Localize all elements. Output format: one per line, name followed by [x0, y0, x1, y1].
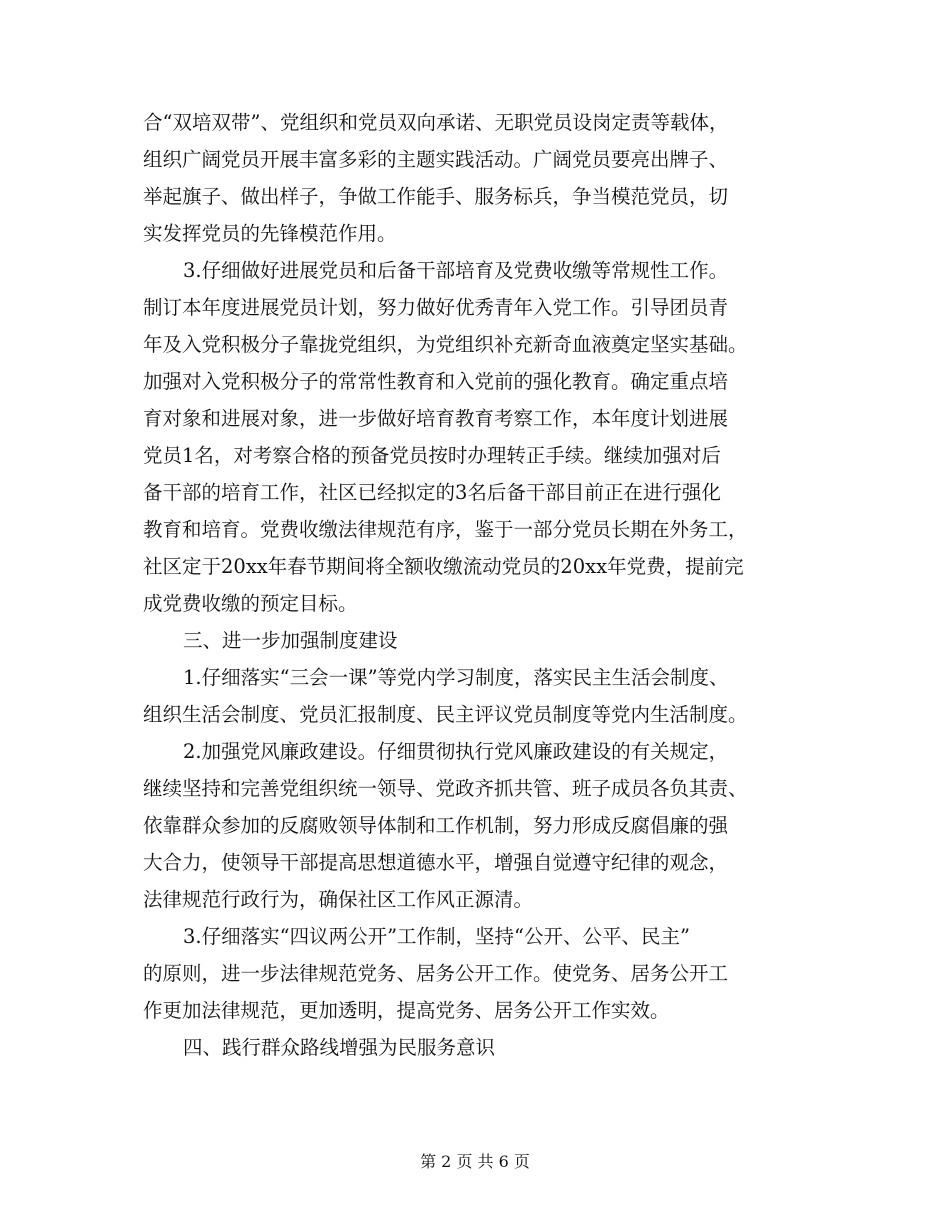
text-line: 育对象和进展对象，进一步做好培育教育考察工作，本年度计划进展 [143, 407, 729, 430]
text-line: 举起旗子、做出样子，争做工作能手、服务标兵，争当模范党员，切 [143, 185, 729, 208]
text-line: 组织生活会制度、党员汇报制度、民主评议党员制度等党内生活制度。 [143, 703, 748, 726]
text-line: 大合力，使领导干部提高思想道德水平，增强自觉遵守纪律的观念， [143, 851, 729, 874]
text-line: 党员1名，对考察合格的预备党员按时办理转正手续。继续加强对后 [143, 444, 721, 467]
text-line: 教育和培育。党费收缴法律规范有序，鉴于一部分党员长期在外务工， [143, 518, 748, 541]
text-line: 法律规范行政行为，确保社区工作风正源清。 [143, 888, 534, 911]
text-line: 年及入党积极分子靠拢党组织，为党组织补充新奇血液奠定坚实基础。 [143, 333, 748, 356]
text-line: 四、践行群众路线增强为民服务意识 [183, 1036, 496, 1059]
text-line: 组织广阔党员开展丰富多彩的主题实践活动。广阔党员要亮出牌子、 [143, 148, 729, 171]
text-line: 继续坚持和完善党组织统一领导、党政齐抓共管、班子成员各负其责、 [143, 777, 748, 800]
text-line: 制订本年度进展党员计划，努力做好优秀青年入党工作。引导团员青 [143, 296, 729, 319]
text-line: 加强对入党积极分子的常常性教育和入党前的强化教育。确定重点培 [143, 370, 729, 393]
document-body [143, 104, 823, 1066]
text-line: 3.仔细做好进展党员和后备干部培育及党费收缴等常规性工作。 [183, 259, 729, 282]
text-line: 社区定于20xx年春节期间将全额收缴流动党员的20xx年党费，提前完 [143, 555, 744, 578]
text-line: 备干部的培育工作，社区已经拟定的3名后备干部目前正在进行强化 [143, 481, 721, 504]
text-line: 实发挥党员的先锋模范作用。 [143, 222, 397, 245]
text-line: 合“双培双带”、党组织和党员双向承诺、无职党员设岗定责等载体， [143, 111, 729, 134]
page-footer: 第 2 页 共 6 页 [420, 1152, 530, 1171]
text-line: 3.仔细落实“四议两公开”工作制，坚持“公开、公平、民主” [183, 925, 690, 948]
text-line: 三、进一步加强制度建设 [183, 629, 398, 652]
text-line: 作更加法律规范，更加透明，提高党务、居务公开工作实效。 [143, 999, 670, 1022]
text-line: 依靠群众参加的反腐败领导体制和工作机制，努力形成反腐倡廉的强 [143, 814, 729, 837]
text-line: 2.加强党风廉政建设。仔细贯彻执行党风廉政建设的有关规定， [183, 740, 729, 763]
text-line: 的原则，进一步法律规范党务、居务公开工作。使党务、居务公开工 [143, 962, 729, 985]
text-line: 成党费收缴的预定目标。 [143, 592, 358, 615]
text-line: 1.仔细落实“三会一课”等党内学习制度，落实民主生活会制度、 [183, 666, 729, 689]
